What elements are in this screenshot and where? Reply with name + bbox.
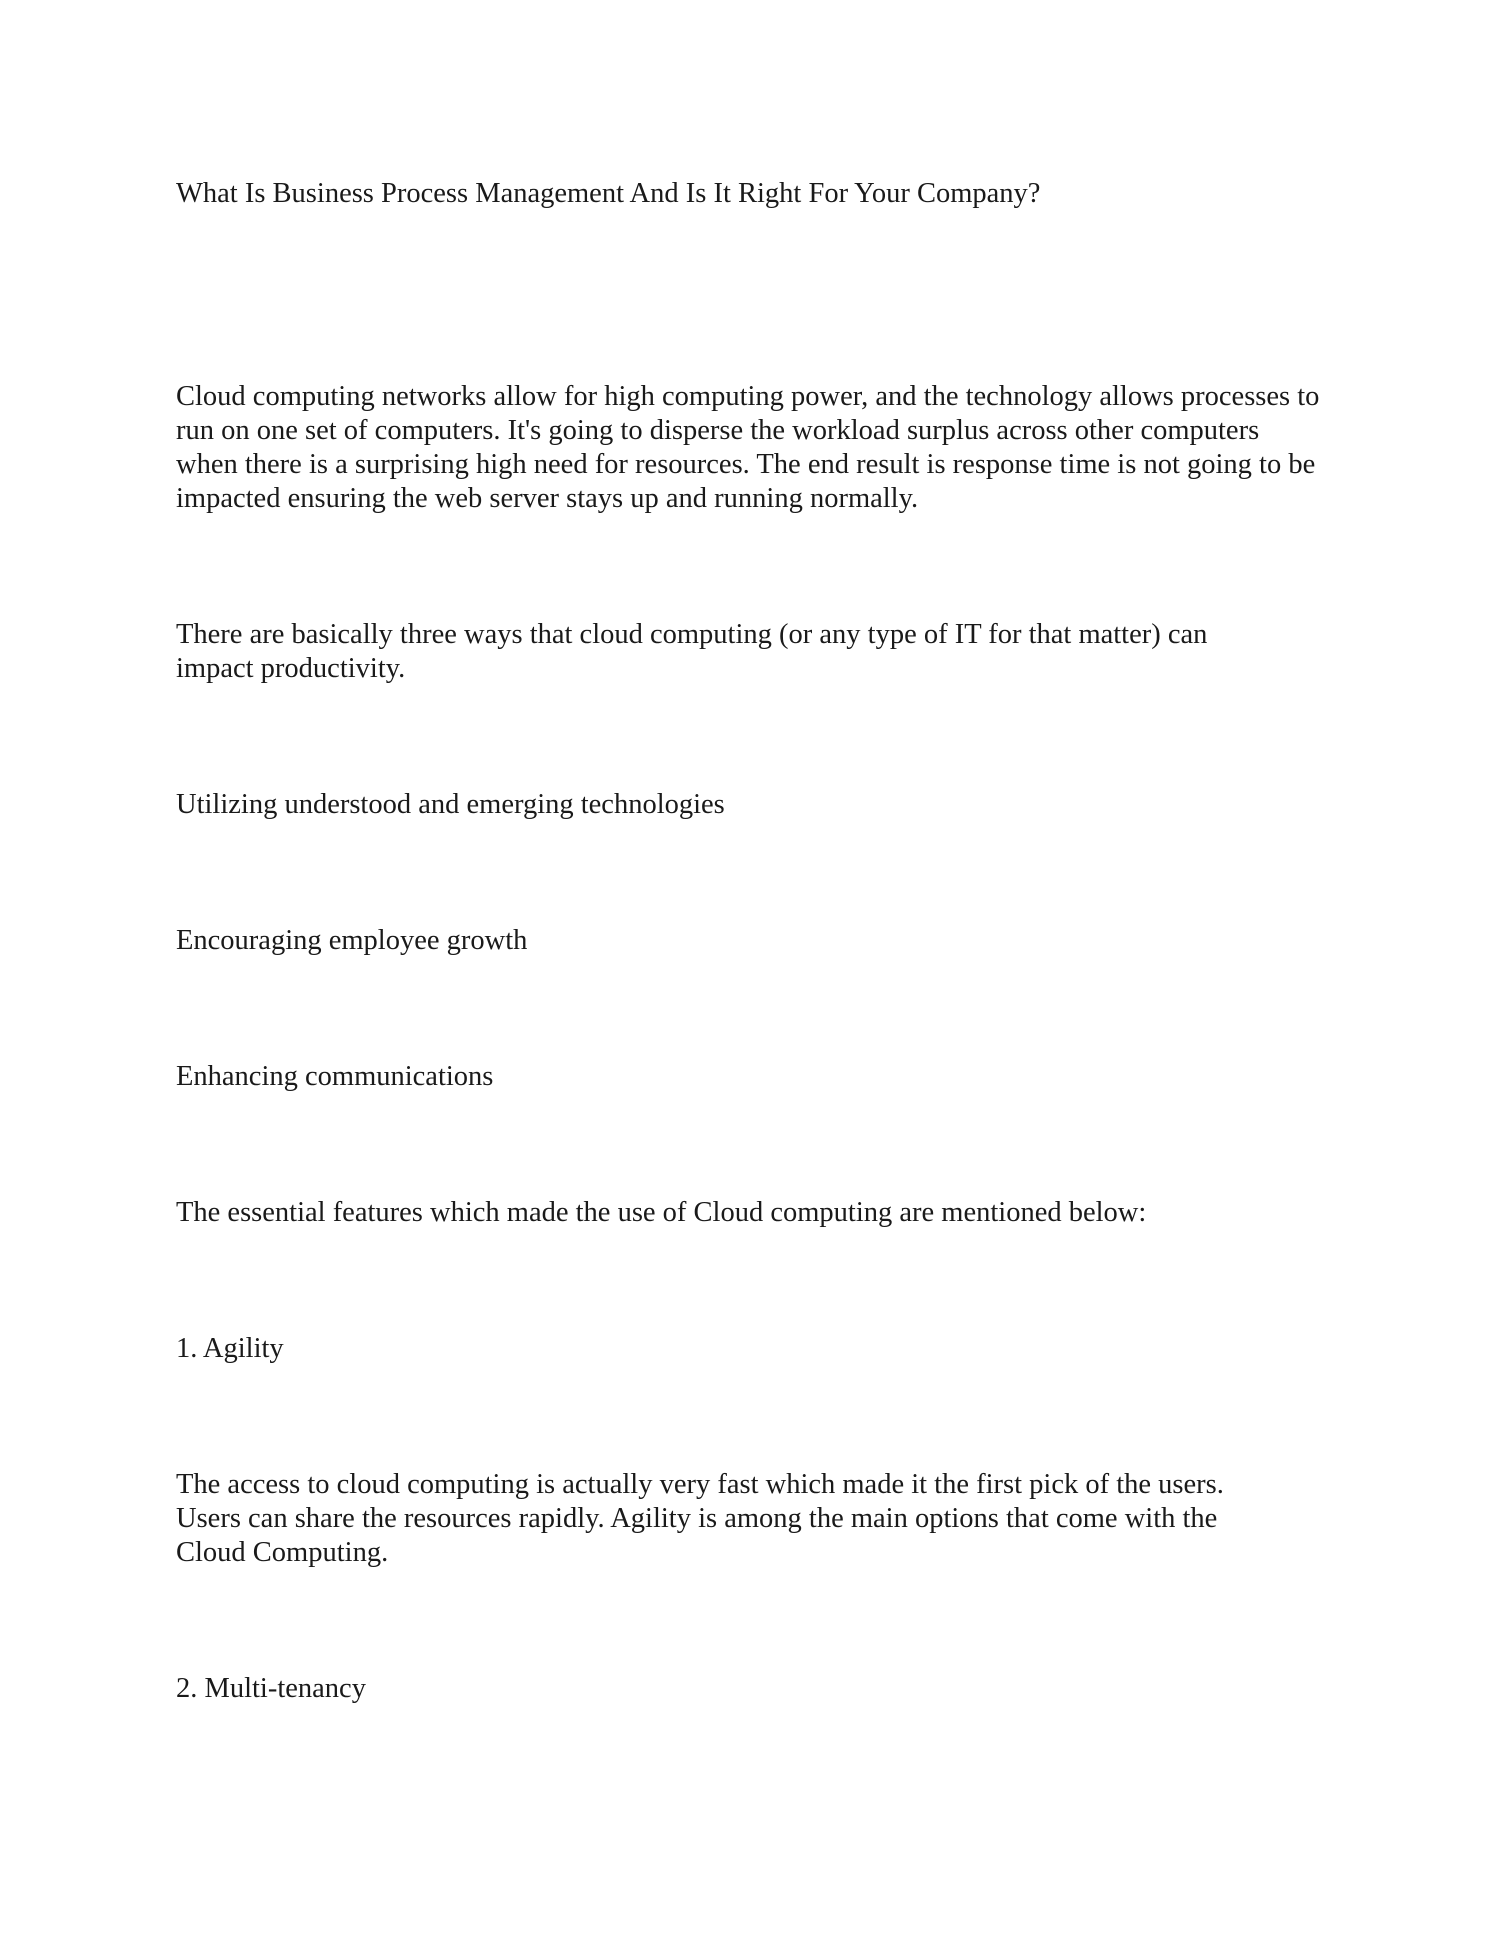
paragraph-essential-features: The essential features which made the use of Cloud computing are mentioned below: xyxy=(176,1197,1147,1228)
list-item-employee-growth: Encouraging employee growth xyxy=(176,925,528,956)
paragraph-three-ways: There are basically three ways that cloud computing (or any type of IT for that matter) can impact productivity. xyxy=(176,619,1208,684)
paragraph-cloud-networks: Cloud computing networks allow for high computing power, and the technology allows processes to run on one set of computers. It's going to disperse the workload surplus across other computers when there is a surprising high need for resources. The end result is response time is not going to be impacted ensuring the web server stays up and running normally. xyxy=(176,381,1320,514)
heading-multi-tenancy: 2. Multi-tenancy xyxy=(176,1673,366,1704)
paragraph-agility: The access to cloud computing is actually very fast which made it the first pick of the users. Users can share the resources rapidly. Agility is among the main options that come with the Cloud Computing. xyxy=(176,1469,1224,1568)
heading-agility: 1. Agility xyxy=(176,1333,284,1364)
list-item-communications: Enhancing communications xyxy=(176,1061,494,1092)
document-title: What Is Business Process Management And Is It Right For Your Company? xyxy=(176,178,1041,209)
list-item-technologies: Utilizing understood and emerging technologies xyxy=(176,789,725,820)
